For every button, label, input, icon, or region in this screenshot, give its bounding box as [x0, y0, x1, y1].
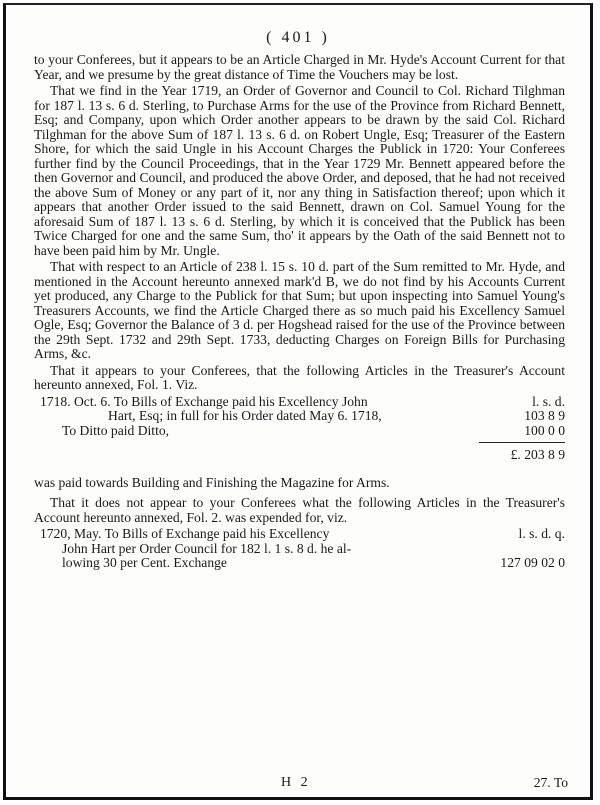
- paragraph-not-expended: That it does not appear to your Conferees what the following Articles in the Treasurer's Account hereunto annexed, Fol. 2. was expended for, viz.: [34, 495, 565, 525]
- ledger-entry-1720: 1720, May. To Bills of Exchange paid his Excellency: [40, 526, 330, 541]
- ledger-amount-1: 103 8 9: [524, 408, 565, 423]
- ledger-entry-1718: 1718. Oct. 6. To Bills of Exchange paid his Excellency John: [40, 393, 368, 409]
- ledger-column-header: l. s. d.: [532, 393, 565, 409]
- book-page: [3, 3, 593, 800]
- catchword: 27. To: [533, 775, 568, 790]
- ledger-amount-2: 100 0 0: [524, 422, 565, 438]
- ledger-entry-exchange: lowing 30 per Cent. Exchange: [62, 555, 227, 570]
- paragraph-following-articles: That it appears to your Conferees, that the following Articles in the Treasurer's Account hereunto annexed, Fol. 1. Viz.: [34, 362, 565, 392]
- page-body: [34, 53, 565, 575]
- paragraph-hyde-article: That with respect to an Article of 238 l. 15 s. 10 d. part of the Sum remitted to Mr. Hyde, and mentioned in the Account hereunto annexed mark'd B, we do not find by his Accounts Current yet produced, any Charge to the Publick for that Sum; but upon inspecting into Samuel Young's Treasurers Accounts, we find the Article Charged there as so much paid his Excellency Samuel Ogle, Esq; Governor the Balance of 3 d. per Hogshead raised for the use of the Province between the 29th Sept. 1732 and 29th Sept. 1733, deducting Charges on Foreign Bills for Purchasing Arms, &c.: [34, 259, 565, 361]
- ledger-total: £. 203 8 9: [510, 446, 565, 462]
- ledger-column-header-2: l. s. d. q.: [518, 526, 565, 541]
- ledger-fol-1: [34, 395, 565, 468]
- ledger-fol-2: [34, 527, 565, 575]
- ledger-sum-rule: [479, 442, 565, 443]
- ledger-entry-hart-order: John Hart per Order Council for 182 l. 1 s. 8 d. he al-: [62, 540, 352, 556]
- paragraph-tilghman-order: That we find in the Year 1719, an Order of Governor and Council to Col. Richard Tilghman for 187 l. 13 s. 6 d. Sterling, to Purchase Arms for the use of the Province from Richard Bennett, Esq; and Company, upon which Order another appears to be drawn by the said Col. Richard Tilghman for the above Sum of 187 l. 13 s. 6 d. on Robert Ungle, Esq; Treasurer of the Eastern Shore, for which the said Ungle in his Account Charges the Publick in 1720: Your Conferees further find by the Council Proceedings, that in the Year 1729 Mr. Bennett appeared before the then Governor and Council, and produced the above Order, and deposed, that he had not received the above Sum of Money or any part of it, nor any thing in Satisfaction thereof; upon which it appears that another Order issued to the said Bennett, drawn on Col. Samuel Young for the aforesaid Sum of 187 l. 13 s. 6 d. Sterling, by which it is conceived that the Publick has been Twice Charged for one and the same Sum, tho' it appears by the Oath of the said Bennett not to have been paid him by Mr. Ungle.: [34, 83, 565, 258]
- paragraph-magazine: was paid towards Building and Finishing the Magazine for Arms.: [34, 474, 390, 490]
- signature-mark: H 2: [281, 775, 311, 790]
- page-number: ( 401 ): [266, 29, 330, 46]
- ledger-amount-1720: 127 09 02 0: [500, 555, 565, 570]
- ledger-entry-hart: Hart, Esq; in full for his Order dated May 6. 1718,: [108, 408, 382, 423]
- ledger-entry-ditto: To Ditto paid Ditto,: [62, 422, 170, 438]
- paragraph-continuation: to your Conferees, but it appears to be an Article Charged in Mr. Hyde's Account Current for that Year, and we presume by the great distance of Time the Vouchers may be lost.: [34, 52, 565, 82]
